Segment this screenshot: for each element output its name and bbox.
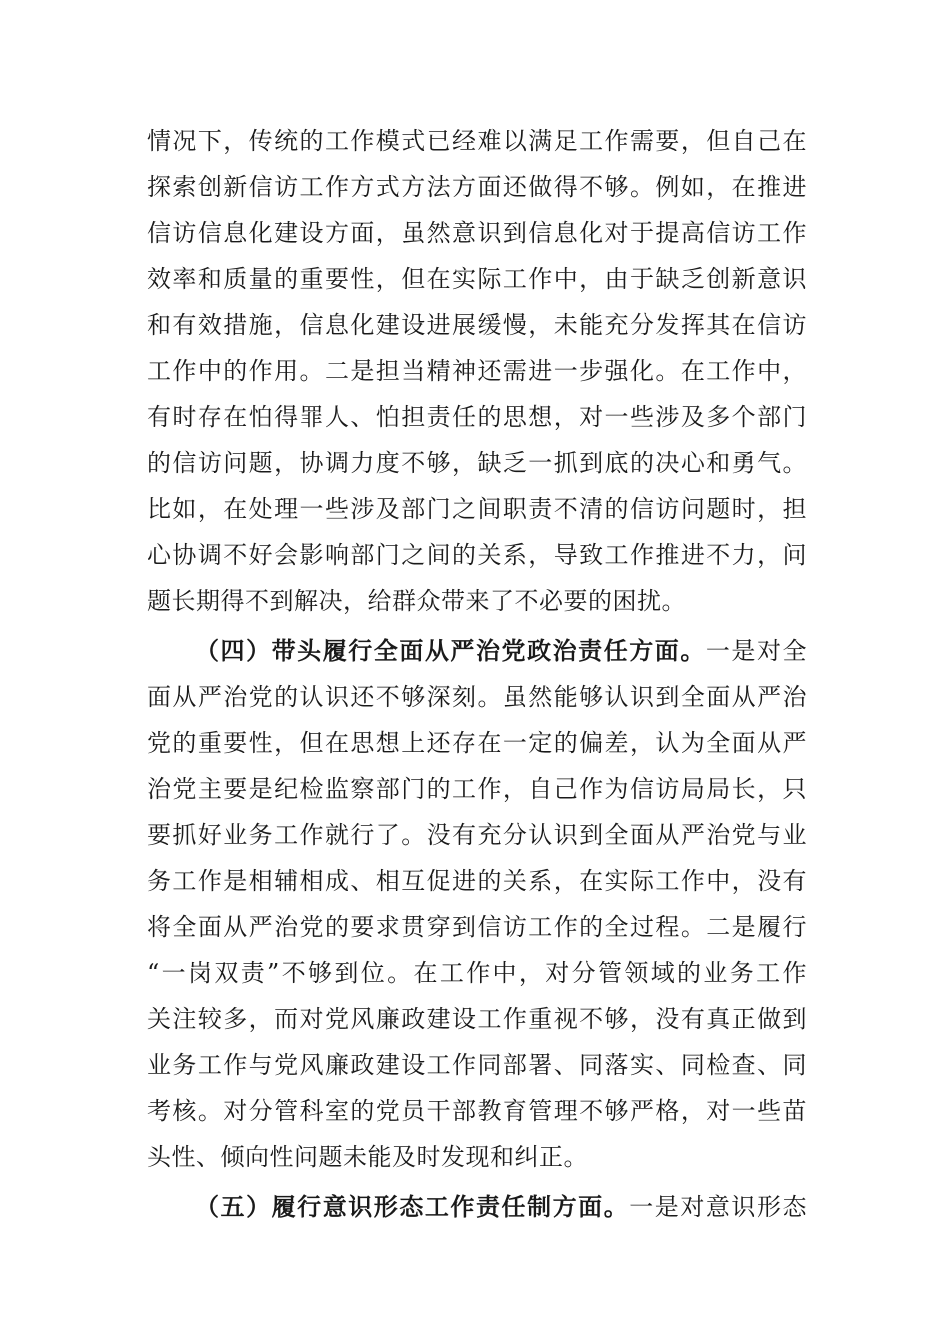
text-run: 一是对意识形态 (629, 1193, 808, 1221)
section-heading: （五）履行意识形态工作责任制方面。 (195, 1192, 630, 1221)
paragraph-2 (147, 628, 807, 1180)
text-line: 业务工作与党风廉政建设工作同部署、同落实、同检查、同 (147, 1051, 807, 1079)
text-line: 有时存在怕得罪人、怕担责任的思想，对一些涉及多个部门 (147, 403, 807, 431)
text-line: 情况下，传统的工作模式已经难以满足工作需要，但自己在 (147, 127, 807, 155)
paragraph-3 (147, 1184, 807, 1230)
paragraph-first-line (147, 1184, 807, 1230)
text-line: 党的重要性，但在思想上还存在一定的偏差，认为全面从严 (147, 729, 807, 757)
text-line: 关注较多，而对党风廉政建设工作重视不够，没有真正做到 (147, 1005, 807, 1033)
text-line: 务工作是相辅相成、相互促进的关系，在实际工作中，没有 (147, 867, 807, 895)
text-line: 信访信息化建设方面，虽然意识到信息化对于提高信访工作 (147, 219, 807, 247)
text-line: “一岗双责”不够到位。在工作中，对分管领域的业务工作 (147, 959, 807, 987)
text-line: 要抓好业务工作就行了。没有充分认识到全面从严治党与业 (147, 821, 807, 849)
text-line: 心协调不好会影响部门之间的关系，导致工作推进不力，问 (147, 541, 807, 569)
section-heading: （四）带头履行全面从严治党政治责任方面。 (195, 636, 706, 665)
text-line: 比如，在处理一些涉及部门之间职责不清的信访问题时，担 (147, 495, 807, 523)
text-line: 效率和质量的重要性，但在实际工作中，由于缺乏创新意识 (147, 265, 807, 293)
paragraph-1 (147, 118, 807, 624)
text-line: 题长期得不到解决，给群众带来了不必要的困扰。 (147, 587, 686, 615)
text-line: 头性、倾向性问题未能及时发现和纠正。 (147, 1143, 588, 1171)
paragraph-first-line (147, 628, 807, 674)
text-line: 面从严治党的认识还不够深刻。虽然能够认识到全面从严治 (147, 683, 807, 711)
text-line: 探索创新信访工作方式方法方面还做得不够。例如，在推进 (147, 173, 807, 201)
text-run: 一是对全 (705, 637, 808, 665)
body-text (147, 118, 807, 1230)
text-line: 将全面从严治党的要求贯穿到信访工作的全过程。二是履行 (147, 913, 807, 941)
text-line: 考核。对分管科室的党员干部教育管理不够严格，对一些苗 (147, 1097, 807, 1125)
text-line: 治党主要是纪检监察部门的工作，自己作为信访局局长，只 (147, 775, 807, 803)
text-line: 工作中的作用。二是担当精神还需进一步强化。在工作中， (147, 357, 807, 385)
text-line: 的信访问题，协调力度不够，缺乏一抓到底的决心和勇气。 (147, 449, 807, 477)
text-line: 和有效措施，信息化建设进展缓慢，未能充分发挥其在信访 (147, 311, 807, 339)
